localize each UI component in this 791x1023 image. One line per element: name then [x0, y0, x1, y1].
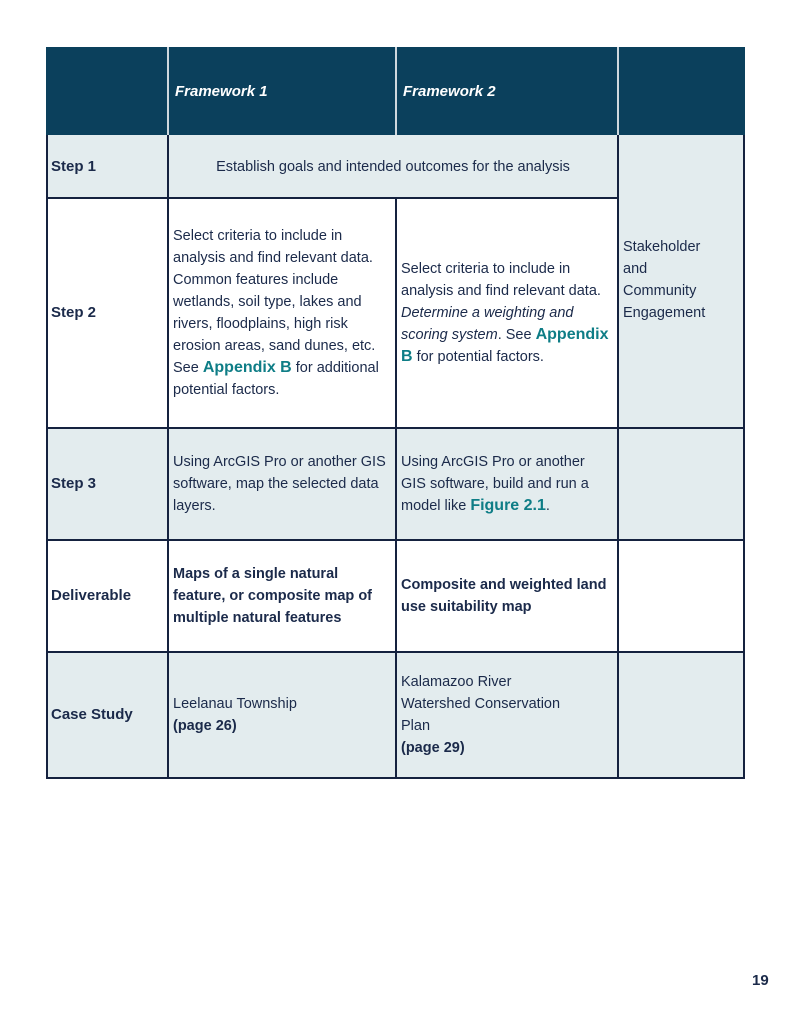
- step-3-empty-cell: [618, 428, 745, 540]
- step-1-merged-cell: Establish goals and intended outcomes for the analysis: [168, 135, 618, 198]
- step-2-f1-text: Select criteria to include in analysis and find relevant data. Common features include wetlands, soil type, lakes and rivers, floodplains, high risk erosion areas, sand dunes, etc. See: [173, 228, 376, 376]
- grid-line: [617, 135, 619, 778]
- grid-line: [46, 777, 745, 779]
- page-number: 19: [752, 972, 769, 989]
- step-2-framework-2: [396, 198, 618, 428]
- case-study-name-leelanau: Leelanau Township: [173, 696, 297, 712]
- row-label-step-2: Step 2: [46, 198, 168, 428]
- row-label-step-1: Step 1: [46, 135, 168, 198]
- deliverable-framework-2: Composite and weighted land use suitability map: [396, 540, 618, 652]
- step-3-framework-1: Using ArcGIS Pro or another GIS software, map the selected data layers.: [168, 428, 396, 540]
- grid-line: [46, 197, 618, 199]
- case-study-framework-2: [396, 652, 618, 778]
- step-3-framework-2: [396, 428, 618, 540]
- table-header: [46, 47, 745, 135]
- case-study-page-26[interactable]: (page 26): [173, 718, 237, 734]
- step-2-f2-text: Select criteria to include in analysis and find relevant data.: [401, 261, 601, 299]
- header-cell-empty: [46, 47, 168, 135]
- step-3-f2-text-end: .: [545, 498, 550, 514]
- figure-2-1-link[interactable]: Figure 2.1: [470, 497, 546, 514]
- step-2-f2-italic: Determine a weighting and scoring system: [401, 305, 574, 343]
- header-framework-1: Framework 1: [175, 82, 268, 100]
- case-study-empty-cell: [618, 652, 745, 778]
- step-2-f1-text-end: for additional potential factors.: [173, 360, 379, 398]
- grid-line: [46, 427, 745, 429]
- appendix-b-link[interactable]: Appendix B: [401, 326, 609, 365]
- case-study-framework-1: [168, 652, 396, 778]
- step-2-f2-text-mid: . See: [497, 327, 536, 343]
- deliverable-framework-1: Maps of a single natural feature, or composite map of multiple natural features: [168, 540, 396, 652]
- row-label-deliverable: Deliverable: [46, 540, 168, 652]
- grid-line: [46, 651, 745, 653]
- step-2-f2-text-end: for potential factors.: [412, 349, 544, 365]
- grid-line: [46, 539, 745, 541]
- deliverable-empty-cell: [618, 540, 745, 652]
- appendix-b-link[interactable]: Appendix B: [202, 359, 292, 376]
- grid-line: [167, 135, 169, 778]
- stakeholder-engagement-cell: [618, 135, 745, 428]
- case-study-name-kalamazoo: Kalamazoo River Watershed Conservation Plan: [401, 674, 561, 734]
- row-label-case-study: Case Study: [46, 652, 168, 778]
- header-framework-2: Framework 2: [403, 82, 496, 100]
- header-cell-engagement: [619, 47, 745, 135]
- case-study-page-29[interactable]: (page 29): [401, 740, 465, 756]
- grid-line: [46, 135, 48, 778]
- stakeholder-engagement-text: Stakeholder and Community Engagement: [623, 239, 706, 321]
- grid-line: [743, 135, 745, 778]
- grid-line: [395, 198, 397, 778]
- row-label-step-3: Step 3: [46, 428, 168, 540]
- step-3-f2-text: Using ArcGIS Pro or another GIS software, build and run a model like: [401, 454, 589, 514]
- step-2-framework-1: [168, 198, 396, 428]
